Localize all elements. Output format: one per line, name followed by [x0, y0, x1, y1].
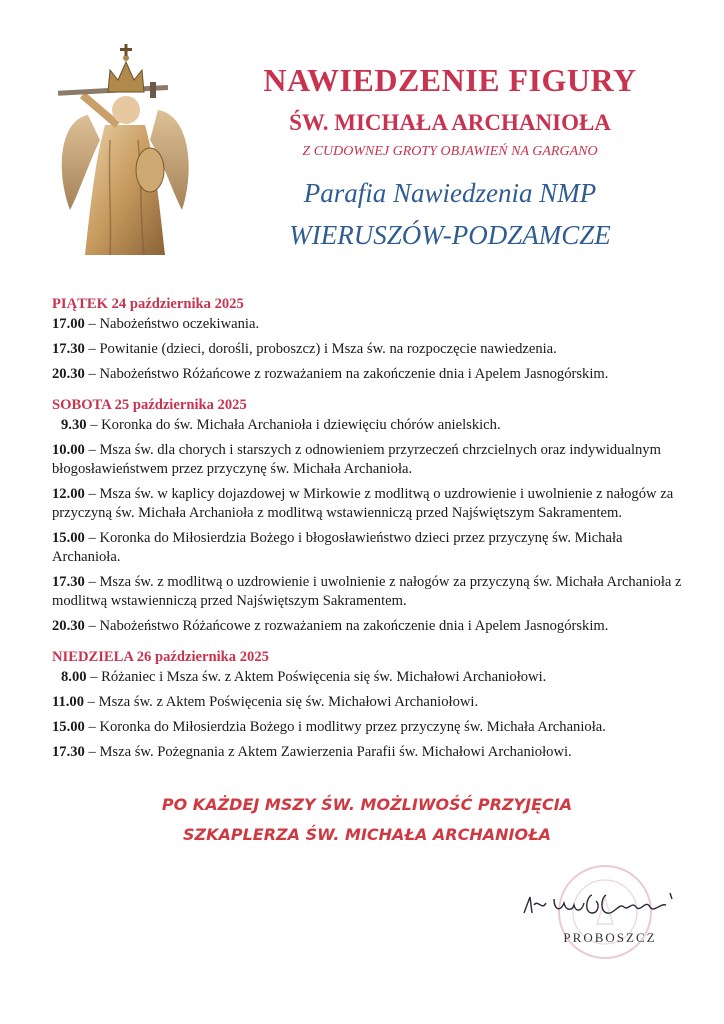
- event-time: 10.00: [52, 442, 85, 458]
- event-text: – Nabożeństwo Różańcowe z rozważaniem na zakończenie dnia i Apelem Jasnogórskim.: [84, 618, 609, 634]
- pastor-role: PROBOSZCZ: [563, 930, 657, 945]
- day-heading: NIEDZIELA 26 października 2025: [52, 649, 269, 665]
- event-time: 17.30: [52, 341, 85, 357]
- schedule-item: [52, 441, 682, 479]
- day-section: [52, 295, 682, 384]
- event-text: – Msza św. z modlitwą o uzdrowienie i uwolnienie z nałogów za przyczyną św. Michała Archanioła z modlitwą wstawienniczą przed Najświętszym Sakramentem.: [52, 574, 682, 609]
- event-text: – Msza św. z Aktem Poświęcenia się św. Michałowi Archaniołowi.: [84, 694, 479, 710]
- event-time: 15.00: [52, 530, 85, 546]
- event-time: 17.30: [52, 744, 85, 760]
- event-text: – Koronka do św. Michała Archanioła i dziewięciu chórów anielskich.: [86, 417, 501, 433]
- event-text: – Nabożeństwo Różańcowe z rozważaniem na zakończenie dnia i Apelem Jasnogórskim.: [84, 366, 609, 382]
- event-text: – Msza św. dla chorych i starszych z odnowieniem przyrzeczeń chrzcielnych oraz indywidualnym błogosławieństwem przez przyczynę św. Michała Archanioła.: [52, 442, 661, 477]
- event-time: 15.00: [52, 719, 85, 735]
- schedule-item: [52, 529, 682, 567]
- scapular-notice-line2: SZKAPLERZA ŚW. MICHAŁA ARCHANIOŁA: [182, 825, 552, 844]
- signature-icon: [520, 885, 690, 925]
- event-text: – Koronka do Miłosierdzia Bożego i modlitwy przez przyczynę św. Michała Archanioła.: [84, 719, 606, 735]
- schedule-item: [52, 340, 682, 359]
- event-time: 20.30: [52, 618, 85, 634]
- event-text: – Różaniec i Msza św. z Aktem Poświęcenia się św. Michałowi Archaniołowi.: [86, 669, 547, 685]
- event-time: 8.00: [61, 669, 87, 685]
- schedule-item: [52, 485, 682, 523]
- day-section: [52, 396, 682, 636]
- event-text: – Powitanie (dzieci, dorośli, proboszcz) i Msza św. na rozpoczęcie nawiedzenia.: [84, 341, 557, 357]
- event-text: – Msza św. Pożegnania z Aktem Zawierzenia Parafii św. Michałowi Archaniołowi.: [84, 744, 572, 760]
- parish-location: WIERUSZÓW-PODZAMCZE: [289, 220, 611, 250]
- schedule-item: [52, 573, 682, 611]
- schedule-item: [52, 668, 682, 687]
- event-text: – Msza św. w kaplicy dojazdowej w Mirkowie z modlitwą o uzdrowienie i uwolnienie z nałogów za przyczyną św. Michała Archanioła z modlitwą wstawienniczą przed Najświętszym Sakramentem.: [52, 486, 674, 521]
- schedule-item: [52, 617, 682, 636]
- event-time: 11.00: [52, 694, 85, 710]
- event-text: – Koronka do Miłosierdzia Bożego i błogosławieństwo dzieci przez przyczynę św. Michała Archanioła.: [52, 530, 623, 565]
- schedule-item: [52, 718, 682, 737]
- event-time: 12.00: [52, 486, 85, 502]
- scapular-notice-line1: PO KAŻDEJ MSZY ŚW. MOŻLIWOŚĆ PRZYJĘCIA: [161, 795, 573, 814]
- archangel-statue-image: [50, 30, 200, 260]
- day-heading: SOBOTA 25 października 2025: [52, 397, 247, 413]
- schedule: [52, 295, 682, 768]
- event-time: 20.30: [52, 366, 85, 382]
- event-time: 9.30: [61, 417, 87, 433]
- event-title: NAWIEDZENIE FIGURY: [263, 62, 637, 98]
- event-time: 17.30: [52, 574, 85, 590]
- schedule-item: [52, 743, 682, 762]
- schedule-item: [52, 365, 682, 384]
- saint-name: ŚW. MICHAŁA ARCHANIOŁA: [289, 110, 611, 135]
- day-section: [52, 648, 682, 762]
- day-heading: PIĄTEK 24 października 2025: [52, 296, 244, 312]
- subtitle: Z CUDOWNEJ GROTY OBJAWIEŃ NA GARGANO: [302, 144, 598, 159]
- schedule-item: [52, 315, 682, 334]
- schedule-item: [52, 416, 682, 435]
- schedule-item: [52, 693, 682, 712]
- event-time: 17.00: [52, 316, 85, 332]
- parish-name: Parafia Nawiedzenia NMP: [303, 178, 597, 208]
- event-text: – Nabożeństwo oczekiwania.: [84, 316, 260, 332]
